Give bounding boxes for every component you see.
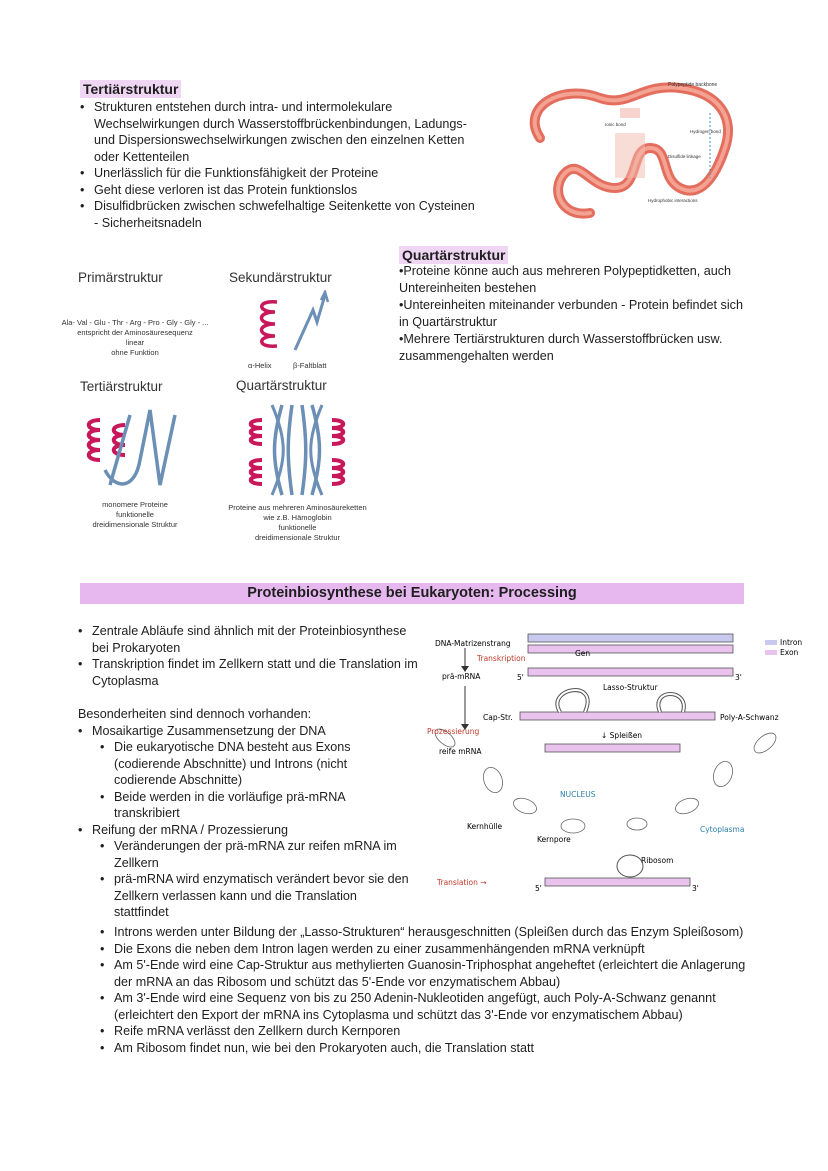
- tertiary-struct-title: Tertiärstruktur: [80, 379, 163, 394]
- label-disulfide: Disulfide linkage: [668, 154, 701, 159]
- list-item: • Am Ribosom findet nun, wie bei den Prokaryoten auch, die Translation statt: [100, 1040, 750, 1057]
- tertiary-bullets: [80, 99, 480, 231]
- processing-more: [100, 924, 750, 1056]
- kernhuelle-label: Kernhülle: [467, 822, 503, 831]
- quaternary-structure-icon: [242, 400, 352, 500]
- transkription-label: Transkription: [477, 654, 526, 663]
- special-heading: Besonderheiten sind dennoch vorhanden:: [78, 707, 312, 721]
- secondary-title: Sekundärstruktur: [229, 270, 332, 285]
- dna-label: DNA-Matrizenstrang: [435, 639, 511, 648]
- translation-label: Translation →: [437, 878, 487, 887]
- section-title: Proteinbiosynthese bei Eukaryoten: Processing: [80, 583, 744, 604]
- polya-label: Poly-A-Schwanz: [720, 713, 779, 722]
- five-prime-2: 5': [535, 884, 542, 893]
- legend-intron: Intron: [780, 638, 803, 647]
- tertiary-section: [80, 81, 480, 231]
- prae-mrna-label: prä-mRNA: [442, 672, 481, 681]
- label-backbone: Polypeptide backbone: [668, 82, 718, 88]
- quaternary-line: •Untereinheiten miteinander verbunden - Protein befindet sich in Quartärstruktur: [399, 298, 743, 329]
- quaternary-struct-title: Quartärstruktur: [236, 378, 327, 393]
- splice-label: ↓ Spleißen: [601, 731, 643, 740]
- tertiary-desc: monomere Proteine funktionelle dreidimensionale Struktur: [92, 500, 178, 529]
- primary-sequence: Ala- Val - Glu - Thr - Arg - Pro - Gly - Gly - ...: [61, 318, 209, 327]
- processing-intro: [78, 623, 423, 921]
- list-item: • prä-mRNA wird enzymatisch verändert bevor sie den Zellkern verlassen kann und die Translation stattfindet: [100, 871, 410, 921]
- list-item: • Transkription findet im Zellkern statt und die Translation im Cytoplasma: [78, 656, 423, 689]
- three-prime-2: 3': [692, 884, 699, 893]
- label-ionic: Ionic bond: [605, 122, 626, 127]
- beta-label: β-Faltblatt: [293, 361, 327, 370]
- processing-label: Prozessierung: [427, 727, 480, 736]
- list-item: • Unerlässlich für die Funktionsfähigkeit der Proteine: [80, 165, 480, 182]
- three-prime-1: 3': [735, 673, 742, 682]
- list-item: • Die Exons die neben dem Intron lagen werden zu einer zusammenhängenden mRNA verknüpft: [100, 941, 750, 958]
- quaternary-desc: Proteine aus mehreren Aminosäureketten wie z.B. Hämoglobin funktionelle dreidimensionale Struktur: [228, 503, 367, 542]
- secondary-structure-icon: [255, 290, 345, 360]
- label-hydrophobic: Hydrophobic interactions: [648, 198, 698, 203]
- list-item: • Zentrale Abläufe sind ähnlich mit der Proteinbiosynthese bei Prokaryoten: [78, 623, 423, 656]
- processing-diagram: [425, 628, 820, 898]
- list-item: • Veränderungen der prä-mRNA zur reifen mRNA im Zellkern: [100, 838, 410, 871]
- kernpore-label: Kernpore: [537, 835, 571, 844]
- gen-label: Gen: [575, 649, 591, 658]
- cytoplasma-label: Cytoplasma: [700, 825, 745, 834]
- ribosom-label: Ribosom: [641, 856, 674, 865]
- list-item: • Beide werden in die vorläufige prä-mRNA transkribiert: [100, 789, 410, 822]
- cap-label: Cap-Str.: [483, 713, 513, 722]
- label-hydrogen: Hydrogen bond: [690, 129, 721, 134]
- list-item: • Mosaikartige Zusammensetzung der DNA: [78, 723, 423, 740]
- quaternary-line: •Proteine könne auch aus mehreren Polypeptidketten, auch Untereinheiten bestehen: [399, 264, 732, 295]
- list-item: • Reife mRNA verlässt den Zellkern durch Kernporen: [100, 1023, 750, 1040]
- primary-desc: entspricht der Aminosäuresequenz linear ohne Funktion: [77, 328, 193, 357]
- list-item: • Strukturen entstehen durch intra- und intermolekulare Wechselwirkungen durch Wasserstoffbrückenbindungen, Ladungs- und Dispersionswechselwirkungen zwischen den einzelnen Ketten oder Kettenteilen: [80, 99, 480, 165]
- list-item: • Am 3'-Ende wird eine Sequenz von bis zu 250 Adenin-Nukleotiden angefügt, auch Poly-A-Schwanz genannt (erleichtert den Export der mRNA ins Cytoplasma und schützt das 3'-Ende vor enzymatischem Abbau): [100, 990, 750, 1023]
- reife-label: reife mRNA: [439, 747, 482, 756]
- protein-tertiary-figure: [520, 78, 745, 223]
- list-item: • Die eukaryotische DNA besteht aus Exons (codierende Abschnitte) und Introns (nicht codierende Abschnitte): [100, 739, 410, 789]
- legend-exon: Exon: [780, 648, 799, 657]
- tertiary-title: Tertiärstruktur: [80, 80, 181, 98]
- quaternary-title: Quartärstruktur: [399, 246, 508, 264]
- nucleus-label: NUCLEUS: [560, 790, 596, 799]
- tertiary-structure-icon: [80, 400, 190, 495]
- five-prime-1: 5': [517, 673, 524, 682]
- lasso-label: Lasso-Struktur: [603, 683, 658, 692]
- list-item: • Reifung der mRNA / Prozessierung: [78, 822, 423, 839]
- primary-title: Primärstruktur: [78, 270, 163, 285]
- list-item: • Introns werden unter Bildung der „Lasso-Strukturen“ herausgeschnitten (Spleißen durch das Enzym Spleißosom): [100, 924, 750, 941]
- alpha-label: α-Helix: [248, 361, 272, 370]
- quaternary-section: [399, 247, 744, 365]
- list-item: • Geht diese verloren ist das Protein funktionslos: [80, 182, 480, 199]
- quaternary-line: •Mehrere Tertiärstrukturen durch Wasserstoffbrücken usw. zusammengehalten werden: [399, 332, 723, 363]
- list-item: • Am 5'-Ende wird eine Cap-Struktur aus methylierten Guanosin-Triphosphat angeheftet (erleichtert die Anlagerung der mRNA an das Ribosom und schützt das 5'-Ende vor enzymatischem Abbau): [100, 957, 750, 990]
- list-item: • Disulfidbrücken zwischen schwefelhaltige Seitenkette von Cysteinen - Sicherheitsnadeln: [80, 198, 480, 231]
